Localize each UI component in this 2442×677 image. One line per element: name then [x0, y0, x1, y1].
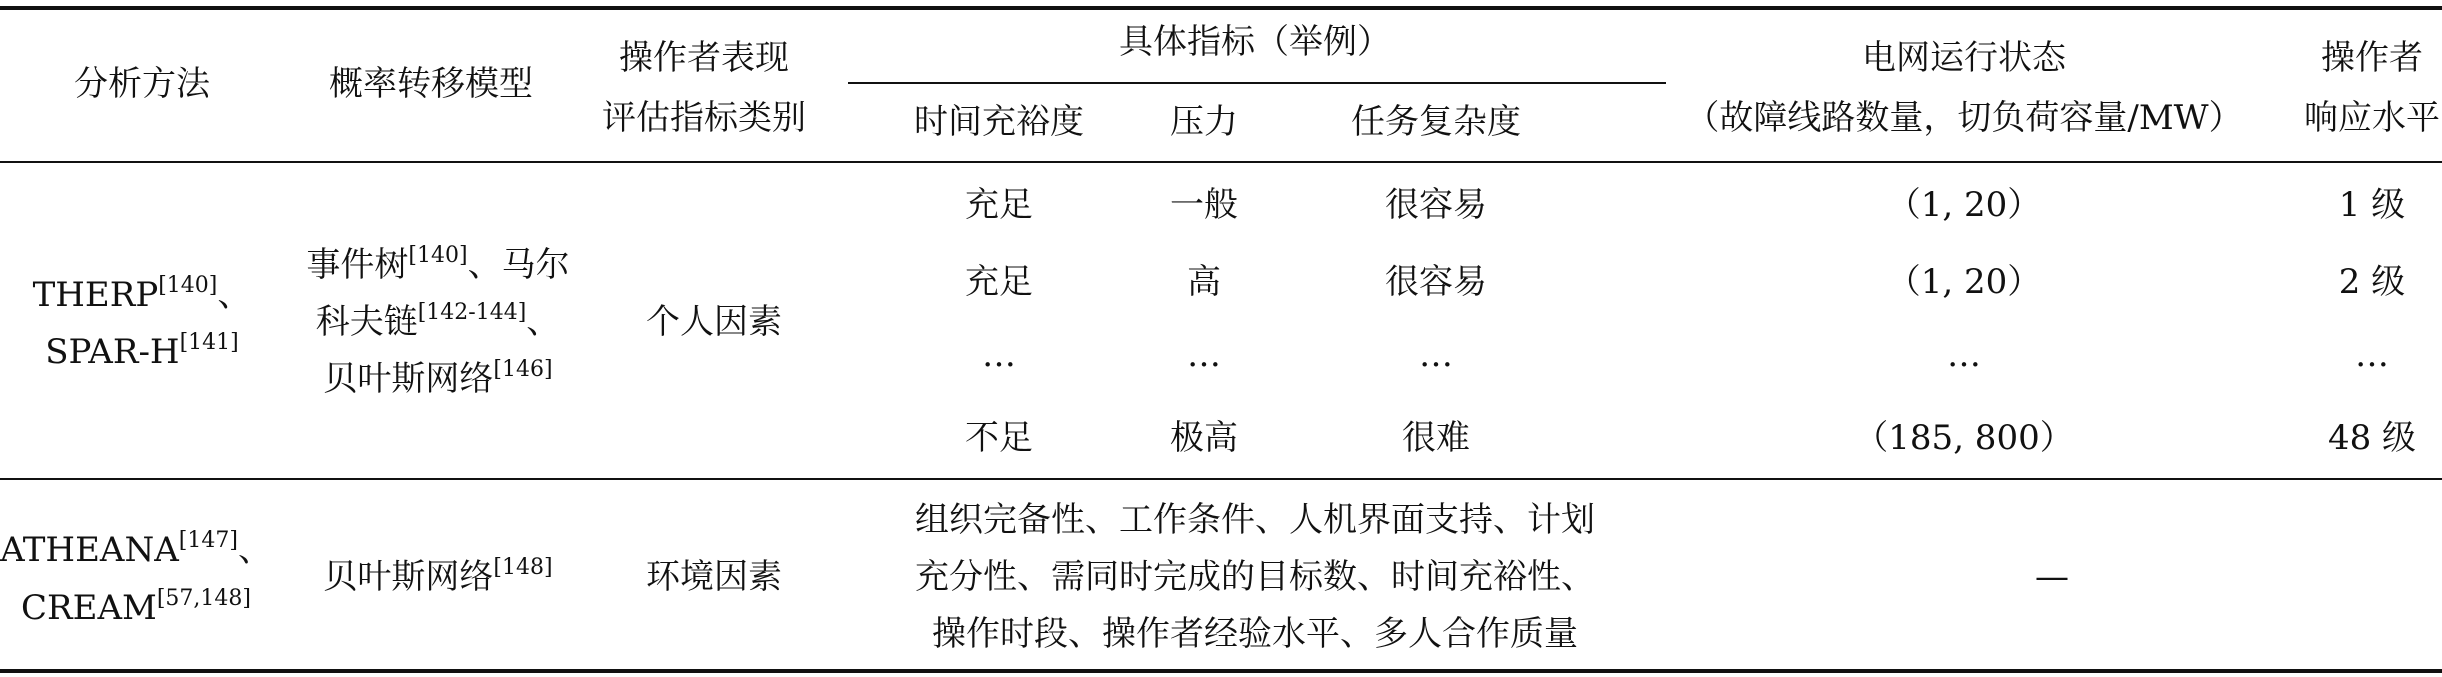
row1-sub2-response: 2 级: [2338, 262, 2406, 302]
row1-sub1-response: 1 级: [2338, 185, 2406, 225]
row1-method-line2: SPAR-H[141]: [45, 329, 239, 372]
row1-sub3-pressure: …: [1187, 335, 1221, 375]
row-divider-rule: [0, 478, 2442, 480]
row1-model-line3: 贝叶斯网络[146]: [323, 356, 553, 399]
row1-sub2-complexity: 很容易: [1385, 262, 1487, 302]
header-response-line1: 操作者: [2321, 38, 2423, 78]
row2-indicators-line1: 组织完备性、工作条件、人机界面支持、计划: [915, 500, 1595, 540]
row1-model-line2: 科夫链[142-144]、: [315, 299, 561, 342]
row1-sub2-grid: （1, 20）: [1886, 262, 2042, 302]
row1-method-line1: THERP[140]、: [32, 272, 252, 315]
header-complexity: 任务复杂度: [1351, 102, 1521, 142]
row1-model-line1: 事件树[140]、马尔: [306, 242, 570, 285]
row1-sub4-pressure: 极高: [1170, 418, 1238, 458]
row1-category: 个人因素: [646, 302, 782, 342]
header-indicators: 具体指标（举例）: [1119, 22, 1391, 62]
row2-category: 环境因素: [646, 557, 782, 597]
header-category-line1: 操作者表现: [619, 38, 789, 78]
header-method: 分析方法: [74, 64, 210, 104]
header-pressure: 压力: [1170, 102, 1238, 142]
header-grid-line1: 电网运行状态: [1862, 38, 2066, 78]
row2-indicators-line3: 操作时段、操作者经验水平、多人合作质量: [932, 614, 1578, 654]
row1-sub3-complexity: …: [1419, 335, 1453, 375]
row1-sub2-pressure: 高: [1187, 262, 1221, 302]
header-category-line2: 评估指标类别: [602, 98, 806, 138]
row1-sub3-response: …: [2355, 335, 2389, 375]
row1-sub1-grid: （1, 20）: [1886, 185, 2042, 225]
row1-sub3-time: …: [982, 335, 1016, 375]
table-top-rule: [0, 6, 2442, 10]
row1-sub1-time: 充足: [965, 185, 1033, 225]
row1-sub3-grid: …: [1947, 335, 1981, 375]
header-model: 概率转移模型: [329, 64, 533, 104]
table-bottom-rule: [0, 669, 2442, 673]
row2-grid-response: —: [2035, 557, 2069, 597]
header-grid-line2: （故障线路数量，切负荷容量/MW）: [1685, 98, 2243, 138]
indicators-group-rule: [848, 82, 1666, 84]
row2-model: 贝叶斯网络[148]: [323, 554, 553, 597]
header-time: 时间充裕度: [914, 102, 1084, 142]
row1-sub4-complexity: 很难: [1402, 418, 1470, 458]
row2-method-line2: CREAM[57,148]: [21, 585, 251, 628]
row1-sub2-time: 充足: [965, 262, 1033, 302]
header-response-line2: 响应水平: [2304, 98, 2440, 138]
row2-method-line1: ATHEANA[147]、: [0, 527, 272, 570]
header-bottom-rule: [0, 161, 2442, 163]
row1-sub1-pressure: 一般: [1170, 185, 1238, 225]
row2-indicators-line2: 充分性、需同时完成的目标数、时间充裕性、: [915, 557, 1595, 597]
row1-sub4-grid: （185, 800）: [1854, 418, 2074, 458]
row1-sub1-complexity: 很容易: [1385, 185, 1487, 225]
row1-sub4-time: 不足: [965, 418, 1033, 458]
row1-sub4-response: 48 级: [2327, 418, 2417, 458]
